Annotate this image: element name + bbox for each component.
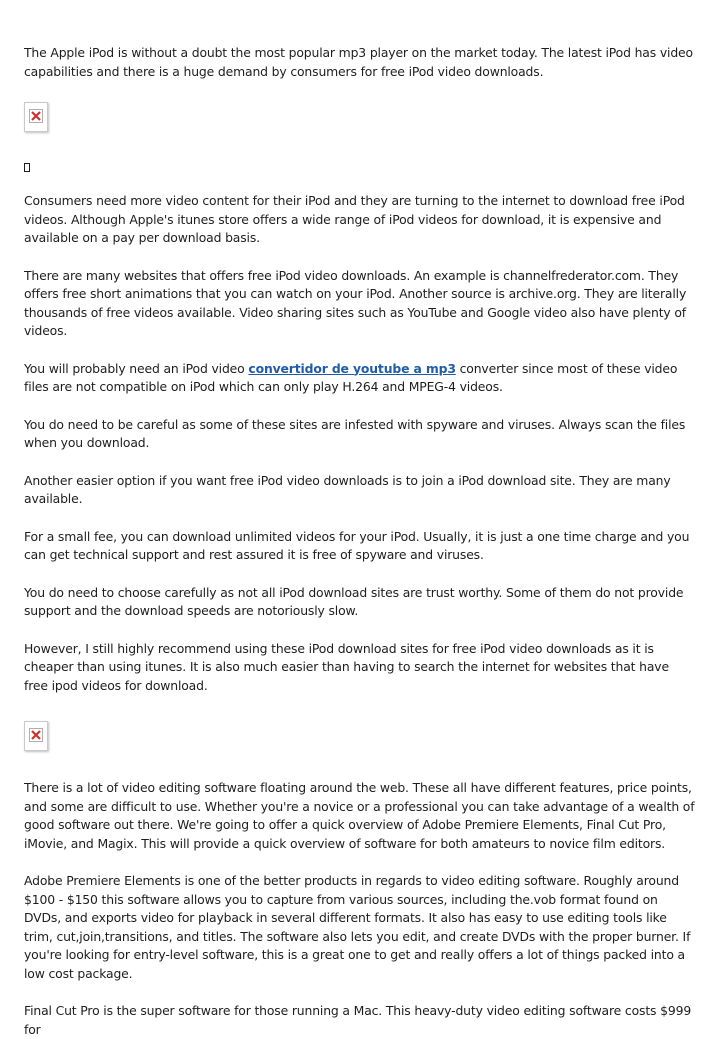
converter-text-after: converter since most of these video files are not compatible on iPod which can only play H.264 and MPEG-4 videos.	[24, 360, 678, 394]
converter-text-before: You will probably need an iPod video	[24, 360, 249, 376]
red-x-icon	[29, 109, 43, 123]
missing-glyph-box	[24, 163, 30, 172]
paragraph-recommend: However, I still highly recommend using these iPod download sites for free iPod video downloads as it is cheaper than using itunes. It is also much easier than having to search the internet for websites that have free ipod videos for download.	[24, 640, 669, 693]
missing-glyph-line	[24, 157, 696, 175]
broken-image-icon	[24, 102, 48, 132]
paragraph-premiere-elements: Adobe Premiere Elements is one of the better products in regards to video editing software. Roughly around $100 - $150 this software allows you to capture from various sources, including the.vob format found on DVDs, and exports video for playback in several different formats. It also has easy to use editing tools like trim, cut,join,transitions, and titles. The software also lets you edit, and create DVDs with the proper burner. If you're looking for entry-level software, this is a great one to get and really offers a lot of things packed into a low cost package.	[24, 873, 691, 981]
paragraph-consumers: Consumers need more video content for their iPod and they are turning to the internet to download free iPod videos. Although Apple's itunes store offers a wide range of iPod videos for download, it is expensive and available on a pay per download basis.	[24, 193, 685, 245]
paragraph-choose-carefully: You do need to choose carefully as not all iPod download sites are trust worthy. Some of them do not provide support and the download speeds are notoriously slow.	[24, 584, 684, 618]
paragraph-easier-option: Another easier option if you want free iPod video downloads is to join a iPod download site. They are many available.	[24, 472, 671, 506]
paragraph-editing-software: There is a lot of video editing software floating around the web. These all have different features, price points, and some are difficult to use. Whether you're a novice or a professional you can take advantage of a wealth of good software out there. We're going to offer a quick overview of Adobe Premiere Elements, Final Cut Pro, iMovie, and Magix. This will provide a quick overview of software for both amateurs to novice film editors.	[24, 780, 695, 851]
broken-image-icon	[24, 721, 48, 751]
paragraph-final-cut-pro: Final Cut Pro is the super software for those running a Mac. This heavy-duty video editing software costs $999 for	[24, 1003, 692, 1037]
paragraph-intro: The Apple iPod is without a doubt the most popular mp3 player on the market today. The latest iPod has video capabilities and there is a huge demand by consumers for free iPod video downloads.	[24, 45, 693, 79]
paragraph-careful: You do need to be careful as some of these sites are infested with spyware and viruses. Always scan the files when you download.	[24, 416, 686, 450]
red-x-icon	[29, 728, 43, 742]
paragraph-small-fee: For a small fee, you can download unlimited videos for your iPod. Usually, it is just a one time charge and you can get technical support and rest assured it is free of spyware and viruses.	[24, 528, 690, 562]
article	[24, 44, 696, 1039]
converter-link[interactable]: convertidor de youtube a mp3	[248, 360, 456, 376]
paragraph-websites: There are many websites that offers free iPod video downloads. An example is channelfrederator.com. They offers free short animations that you can watch on your iPod. Another source is archive.org. They are literally thousands of free videos available. Video sharing sites such as YouTube and Google video also have plenty of videos.	[24, 267, 687, 338]
paragraph-converter	[24, 360, 696, 397]
